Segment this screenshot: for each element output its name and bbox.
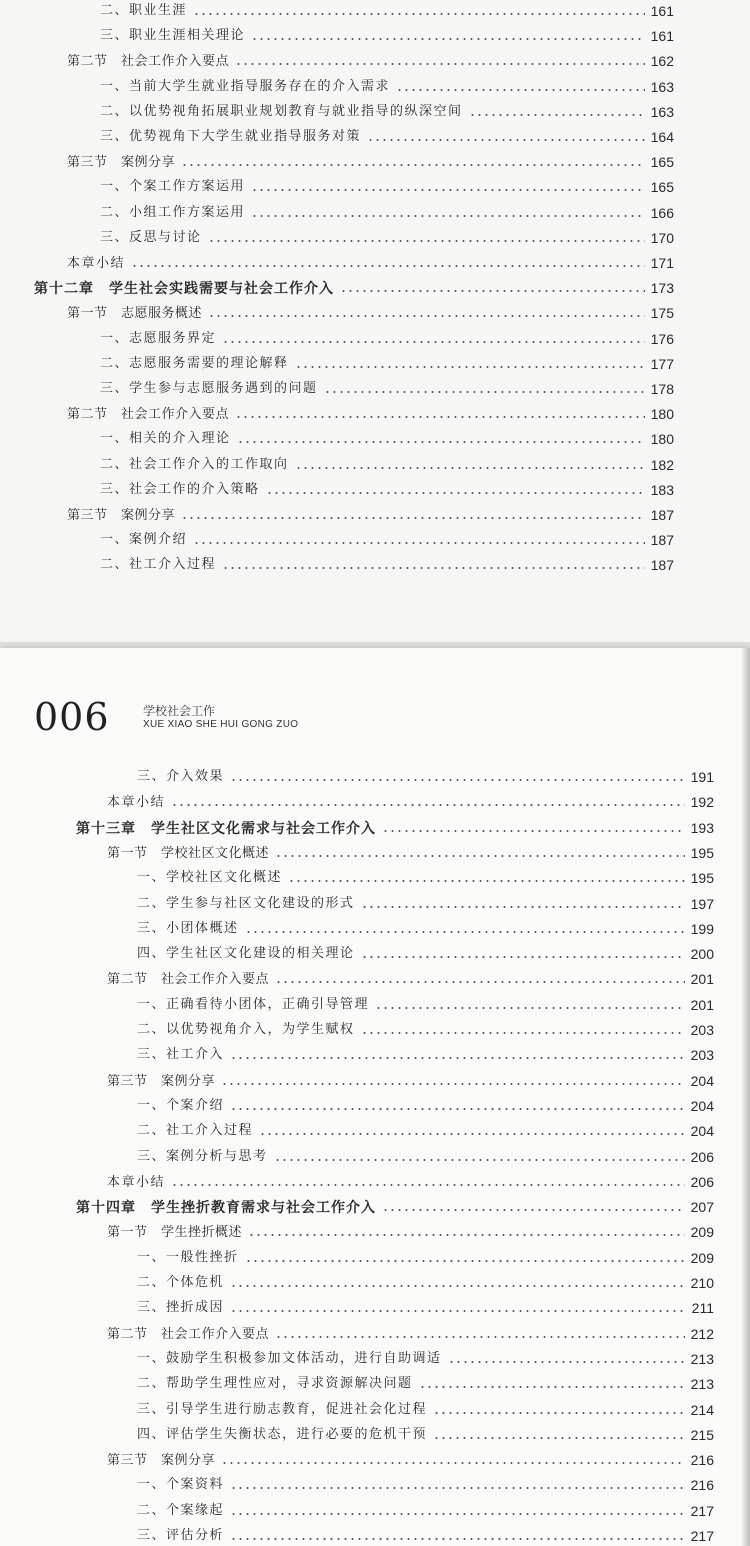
toc-entry-label: 一、个案工作方案运用 [100, 179, 246, 195]
toc-entry-sub [100, 176, 674, 198]
toc-entry-sub [137, 1019, 714, 1041]
toc-entry-page: 173 [650, 280, 674, 297]
toc-entry-page: 176 [650, 330, 674, 347]
toc-entry-section [107, 1070, 714, 1092]
toc-entry-section [67, 302, 674, 324]
toc-entry-page: 213 [690, 1376, 714, 1393]
toc-entry-sub [137, 943, 714, 965]
toc-entry-sub [100, 202, 674, 224]
dot-leader [235, 63, 645, 65]
dot-leader [193, 13, 645, 15]
toc-entry-label: 三、小团体概述 [137, 920, 239, 936]
toc-entry-label: 一、一般性挫折 [137, 1249, 239, 1265]
dot-leader [230, 1057, 685, 1059]
toc-entry-label: 二、职业生涯 [100, 3, 188, 18]
toc-entry-page: 217 [690, 1528, 714, 1544]
toc-entry-page: 201 [690, 996, 714, 1013]
toc-entry-sub [137, 1525, 714, 1546]
toc-entry-label: 二、个体危机 [137, 1275, 225, 1290]
toc-entry-sub [137, 918, 714, 940]
dot-leader [230, 1513, 685, 1515]
toc-entry-label: 二、以优势视角拓展职业规划教育与就业指导的纵深空间 [100, 103, 463, 119]
toc-entry-label: 一、正确看待小团体，正确引导管理 [137, 996, 370, 1012]
dot-leader [230, 1310, 686, 1312]
toc-entry-page: 178 [650, 381, 674, 397]
toc-entry-page: 180 [650, 406, 674, 423]
toc-entry-page: 207 [690, 1199, 714, 1216]
toc-entry-sub [137, 1500, 714, 1522]
toc-entry-page: 163 [650, 78, 674, 95]
toc-entry-page: 191 [690, 769, 714, 785]
toc-entry-page: 214 [690, 1401, 714, 1418]
dot-leader [433, 1412, 685, 1414]
toc-entry-sub [137, 893, 714, 915]
toc-entry-chapter [76, 817, 714, 839]
toc-entry-page: 204 [690, 1123, 714, 1140]
toc-entry-section [107, 1323, 714, 1345]
toc-entry-page: 165 [650, 154, 674, 171]
dot-leader [361, 1032, 685, 1034]
toc-entry-sub [137, 867, 714, 889]
toc-entry-page: 164 [650, 129, 674, 145]
dot-leader [208, 240, 645, 242]
toc-entry-section [67, 151, 674, 173]
toc-entry-sub [137, 1373, 714, 1395]
toc-entry-page: 217 [690, 1502, 714, 1519]
dot-leader [237, 441, 645, 443]
dot-leader [222, 341, 645, 343]
dot-leader [275, 981, 685, 983]
toc-entry-section [107, 1221, 714, 1243]
toc-entry-label: 二、小组工作方案运用 [100, 204, 246, 220]
toc-entry-label: 三、反思与讨论 [100, 229, 202, 245]
dot-leader [230, 779, 685, 781]
toc-entry-label: 一、志愿服务界定 [100, 330, 217, 346]
toc-entry-page: 206 [690, 1173, 714, 1190]
toc-entry-sub [100, 227, 674, 249]
dot-leader [131, 265, 645, 267]
dot-leader [340, 290, 645, 292]
toc-entry-label: 三、案例分析与思考 [137, 1148, 268, 1164]
toc-entry-label: 三、职业生涯相关理论 [100, 28, 246, 44]
dot-leader [367, 139, 645, 141]
toc-entry-label: 第十二章 学生社会实践需要与社会工作介入 [34, 280, 334, 297]
toc-entry-page: 166 [650, 204, 674, 221]
dot-leader [230, 1538, 685, 1540]
dot-leader [221, 1462, 685, 1464]
toc-entry-label: 一、当前大学生就业指导服务存在的介入需求 [100, 78, 391, 94]
dot-leader [171, 1184, 685, 1186]
toc-entry-page: 163 [650, 103, 674, 120]
toc-entry-page: 171 [650, 255, 674, 271]
toc-entry-sub [137, 1120, 714, 1142]
dot-leader [361, 906, 685, 908]
dot-leader [375, 1007, 685, 1009]
dot-leader [171, 804, 685, 806]
toc-entry-section [67, 403, 674, 425]
dot-leader [221, 1083, 685, 1085]
toc-entry-sub [100, 428, 674, 450]
toc-entry-label: 第三节 案例分享 [107, 1072, 216, 1088]
toc-entry-chapter [76, 1196, 714, 1218]
toc-entry-label: 第一节 志愿服务概述 [67, 305, 203, 321]
toc-entry-page: 187 [650, 557, 674, 574]
toc-entry-chapter [34, 277, 674, 299]
toc-entry-page: 209 [690, 1249, 714, 1266]
toc-entry-page: 216 [690, 1452, 714, 1469]
dot-leader [230, 1285, 685, 1287]
toc-entry-section [67, 504, 674, 526]
dot-leader [295, 467, 645, 469]
dot-leader [181, 164, 645, 166]
toc-entry-sub [100, 353, 674, 375]
toc-entry-label: 第二节 社会工作介入要点 [67, 406, 230, 422]
toc-entry-section [107, 1449, 714, 1471]
toc-entry-page: 216 [690, 1477, 714, 1494]
toc-entry-page: 203 [690, 1022, 714, 1038]
toc-entry-label: 三、评估分析 [137, 1528, 225, 1543]
toc-entry-sub [100, 554, 674, 576]
toc-entry-label: 四、评估学生失衡状态，进行必要的危机干预 [137, 1426, 428, 1442]
toc-entry-page: 180 [650, 431, 674, 448]
toc-entry-page: 182 [650, 456, 674, 473]
toc-page-top [0, 0, 750, 642]
toc-page-bottom [0, 648, 750, 1546]
toc-entry-page: 161 [650, 28, 674, 45]
toc-entry-sub [100, 328, 674, 350]
toc-entry-label: 第十四章 学生挫折教育需求与社会工作介入 [76, 1199, 376, 1216]
dot-leader [235, 416, 645, 418]
toc-entry-sub [137, 1474, 714, 1496]
toc-entry-label: 第二节 社会工作介入要点 [107, 1325, 270, 1341]
toc-entry-label: 第二节 社会工作介入要点 [107, 971, 270, 987]
toc-entry-page: 175 [650, 305, 674, 322]
dot-leader [222, 567, 645, 569]
toc-entry-label: 一、个案介绍 [137, 1097, 225, 1113]
dot-leader [193, 542, 645, 544]
toc-entry-page: 211 [691, 1300, 714, 1317]
dot-leader [251, 189, 645, 191]
dot-leader [245, 1260, 685, 1262]
toc-entry-section [107, 842, 714, 864]
toc-entry-page: 199 [690, 920, 714, 937]
toc-entry-sub [100, 126, 674, 148]
dot-leader [469, 114, 645, 116]
toc-entry-sub [100, 529, 674, 551]
toc-entry-page: 215 [690, 1426, 714, 1443]
toc-entry-label: 第二节 社会工作介入要点 [67, 53, 230, 69]
toc-entry-section [107, 968, 714, 990]
dot-leader [275, 855, 685, 857]
toc-entry-label: 三、社工介入 [137, 1047, 225, 1063]
toc-entry-summary [67, 252, 674, 274]
toc-entry-page: 210 [690, 1275, 714, 1291]
toc-entry-page: 195 [690, 844, 714, 861]
dot-leader [288, 880, 685, 882]
toc-entry-label: 二、社工介入过程 [137, 1123, 254, 1139]
toc-entry-sub [100, 378, 674, 400]
book-title: 学校社会工作 [143, 704, 216, 718]
toc-entry-label: 三、社会工作的介入策略 [100, 481, 260, 497]
toc-entry-page: 165 [650, 179, 674, 196]
toc-entry-page: 187 [650, 532, 674, 549]
toc-entry-label: 一、相关的介入理论 [100, 431, 231, 447]
toc-entry-label: 四、学生社区文化建设的相关理论 [137, 946, 355, 962]
toc-entry-label: 一、个案资料 [137, 1477, 225, 1493]
toc-entry-label: 第一节 学校社区文化概述 [107, 844, 270, 860]
dot-leader [433, 1437, 685, 1439]
toc-entry-page: 183 [650, 481, 674, 498]
book-title-pinyin: XUE XIAO SHE HUI GONG ZUO [143, 719, 299, 730]
toc-entry-page: 200 [690, 946, 714, 963]
toc-entry-sub [100, 0, 674, 22]
toc-entry-sub [137, 1247, 714, 1269]
page-number: 006 [34, 695, 110, 739]
dot-leader [275, 1336, 685, 1338]
dot-leader [230, 1108, 685, 1110]
toc-entry-sub [137, 1044, 714, 1066]
toc-entry-page: 177 [650, 355, 674, 372]
toc-entry-page: 193 [690, 819, 714, 836]
toc-entry-sub [137, 1348, 714, 1370]
toc-entry-page: 195 [690, 870, 714, 887]
toc-entry-page: 187 [650, 507, 674, 523]
toc-entry-page: 203 [690, 1047, 714, 1064]
dot-leader [181, 517, 645, 519]
toc-entry-page: 209 [690, 1224, 714, 1241]
toc-entry-sub [137, 994, 714, 1016]
toc-entry-page: 170 [650, 229, 674, 246]
toc-entry-label: 一、鼓励学生积极参加文体活动，进行自助调适 [137, 1350, 442, 1366]
toc-entry-label: 二、社工介入过程 [100, 557, 217, 573]
toc-entry-sub [100, 454, 674, 476]
page-edge-shadow [742, 648, 750, 1546]
toc-entry-label: 第一节 学生挫折概述 [107, 1224, 243, 1240]
toc-entry-label: 二、志愿服务需要的理论解释 [100, 355, 289, 371]
dot-leader [324, 391, 645, 393]
toc-entry-label: 本章小结 [107, 794, 166, 810]
dot-leader [266, 492, 645, 494]
dot-leader [295, 366, 645, 368]
dot-leader [396, 89, 645, 91]
dot-leader [251, 38, 645, 40]
toc-entry-sub [100, 25, 674, 47]
toc-entry-label: 三、介入效果 [137, 769, 225, 784]
toc-entry-label: 三、学生参与志愿服务遇到的问题 [100, 381, 318, 396]
toc-entry-label: 第三节 案例分享 [67, 507, 176, 522]
toc-entry-page: 197 [690, 895, 714, 912]
toc-entry-sub [137, 1146, 714, 1168]
dot-leader [251, 215, 645, 217]
dot-leader [248, 1234, 685, 1236]
toc-entry-label: 一、学校社区文化概述 [137, 870, 283, 886]
toc-entry-page: 212 [690, 1325, 714, 1342]
toc-entry-page: 213 [690, 1350, 714, 1367]
dot-leader [259, 1133, 685, 1135]
toc-entry-label: 第三节 案例分享 [107, 1452, 216, 1468]
dot-leader [382, 1209, 685, 1211]
toc-entry-sub [137, 766, 714, 788]
dot-leader [419, 1386, 685, 1388]
toc-entry-section [67, 50, 674, 72]
toc-entry-sub [137, 1424, 714, 1446]
toc-entry-label: 二、学生参与社区文化建设的形式 [137, 895, 355, 911]
toc-entry-page: 204 [690, 1072, 714, 1089]
toc-entry-label: 三、引导学生进行励志教育，促进社会化过程 [137, 1401, 428, 1417]
toc-entry-summary [107, 791, 714, 813]
toc-entry-sub [137, 1399, 714, 1421]
dot-leader [274, 1159, 685, 1161]
dot-leader [448, 1361, 685, 1363]
toc-entry-label: 第三节 案例分享 [67, 154, 176, 170]
toc-entry-page: 162 [650, 53, 674, 70]
toc-entry-sub [100, 101, 674, 123]
dot-leader [208, 315, 645, 317]
dot-leader [230, 1487, 685, 1489]
toc-entry-sub [137, 1297, 714, 1319]
toc-entry-label: 本章小结 [67, 255, 126, 270]
toc-entry-label: 二、帮助学生理性应对，寻求资源解决问题 [137, 1376, 413, 1392]
toc-entry-sub [100, 479, 674, 501]
toc-entry-page: 161 [650, 3, 674, 19]
toc-entry-label: 三、挫折成因 [137, 1300, 225, 1316]
toc-entry-label: 二、社会工作介入的工作取向 [100, 456, 289, 472]
toc-entry-summary [107, 1171, 714, 1193]
dot-leader [245, 931, 685, 933]
toc-entry-sub [137, 1095, 714, 1117]
toc-entry-label: 第十三章 学生社区文化需求与社会工作介入 [76, 819, 376, 836]
toc-entry-page: 204 [690, 1097, 714, 1114]
toc-entry-label: 三、优势视角下大学生就业指导服务对策 [100, 129, 362, 144]
toc-entry-page: 192 [690, 794, 714, 811]
dot-leader [382, 830, 685, 832]
toc-entry-label: 二、以优势视角介入，为学生赋权 [137, 1022, 355, 1037]
toc-entry-label: 一、案例介绍 [100, 532, 188, 548]
toc-entry-sub [100, 76, 674, 98]
toc-entry-label: 本章小结 [107, 1173, 166, 1189]
toc-entry-label: 二、个案缘起 [137, 1502, 225, 1518]
toc-entry-page: 206 [690, 1148, 714, 1165]
toc-entry-page: 201 [690, 971, 714, 988]
dot-leader [361, 956, 685, 958]
toc-entry-sub [137, 1272, 714, 1294]
